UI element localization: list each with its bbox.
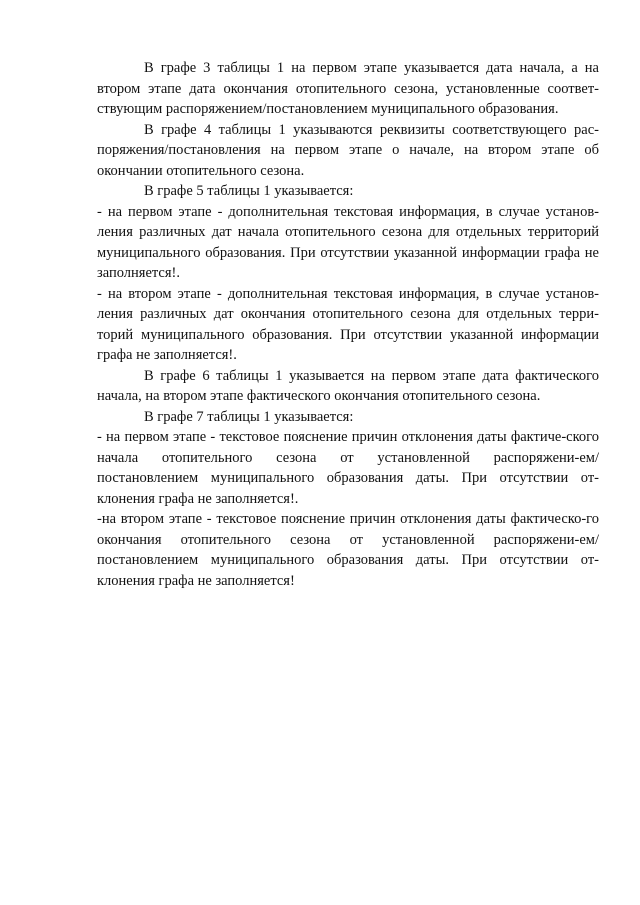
paragraph-column-3: В графе 3 таблицы 1 на первом этапе указывается дата начала, а на втором этапе дата окончания отопительного сезона, установленные соответ-ствующим распоряжением/постановлением муниципального образования. [97, 60, 599, 117]
document-body [97, 58, 599, 591]
paragraph-column-7-stage-1: - на первом этапе - текстовое пояснение причин отклонения даты фактиче-ского начала отопительного сезона от установленной распоряжени-ем/постановлением муниципального образования даты. При отсутствии от-клонения графа не заполняется!. [97, 429, 599, 507]
paragraph-column-7-heading: В графе 7 таблицы 1 указывается: [144, 408, 354, 425]
paragraph-column-6: В графе 6 таблицы 1 указывается на первом этапе дата фактического начала, на втором этапе фактического окончания отопительного сезона. [97, 367, 599, 404]
paragraph-column-5-stage-2: - на втором этапе - дополнительная текстовая информация, в случае установ-ления различных дат окончания отопительного сезона для отдельных терри-торий муниципального образования. При отсутствии указанной информации графа не заполняется!. [97, 285, 599, 363]
paragraph-column-7-stage-2: -на втором этапе - текстовое пояснение причин отклонения даты фактическо-го окончания отопительного сезона от установленной распоряжени-ем/постановлением муниципального образования даты. При отсутствии от-клонения графа не заполняется! [97, 511, 599, 589]
paragraph-column-5-heading: В графе 5 таблицы 1 указывается: [144, 183, 354, 199]
paragraph-column-5-stage-1: - на первом этапе - дополнительная текстовая информация, в случае установ-ления различных дат начала отопительного сезона для отдельных территорий муниципального образования. При отсутствии указанной информации графа не заполняется!. [97, 203, 599, 281]
paragraph-column-4: В графе 4 таблицы 1 указываются реквизиты соответствующего рас-поряжения/постановления на первом этапе о начале, на втором этапе об окончании отопительного сезона. [97, 121, 599, 179]
